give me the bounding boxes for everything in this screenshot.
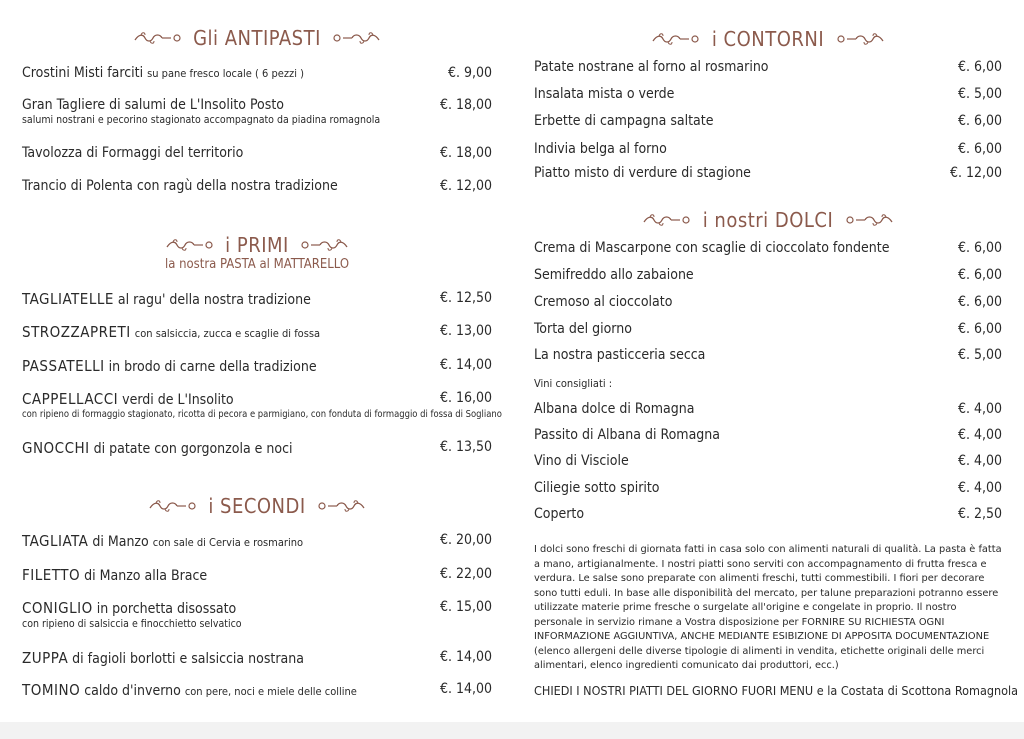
item-price: €. 2,50 — [957, 506, 1002, 522]
primi-heading — [22, 233, 492, 257]
right-flourish-icon — [314, 499, 366, 513]
bottom-band — [0, 722, 1024, 739]
info-note: I dolci sono freschi di giornata fatti in casa solo con alimenti naturali di qualità. La pasta è fatta a mano, artigianalmente. I nostri piatti sono serviti con accompagnamento di frutta fresca e verdura. Le salse sono preparate con alimenti freschi, tutti commestibili. I fiori per decorare sono tutti eduli. In base alle disponibilità del mercato, per talune preparazioni potranno essere utilizzate materie prime fresche o surgelate all'origine e congelate in proprio. Il nostro personale in servizio rimane a Vostra disposizione per FORNIRE SU RICHIESTA OGNI INFORMAZIONE AGGIUNTIVA, ANCHE MEDIANTE ESIBIZIONE DI APPOSITA DOCUMENTAZIONE (elenco allergeni delle diverse tipologie di alimenti in vendita, etichette originali delle merci alimentari, elenco ingredienti comunicato dai produttori, ecc.) — [534, 544, 1002, 671]
item-description: salumi nostrani e pecorino stagionato accompagnato da piadina romagnola — [22, 114, 381, 126]
menu-item: Passito di Albana di Romagna €. 4,00 — [534, 427, 1002, 443]
secondi-title: i SECONDI — [208, 494, 306, 518]
menu-item: Piatto misto di verdure di stagione €. 12,00 — [534, 165, 1002, 181]
item-price: €. 14,00 — [439, 649, 492, 665]
item-price: €. 4,00 — [957, 427, 1002, 443]
right-flourish-icon — [297, 238, 349, 252]
item-price: €. 18,00 — [439, 97, 492, 113]
item-price: €. 13,50 — [439, 439, 492, 455]
menu-item: STROZZAPRETI con salsiccia, zucca e scaglie di fossa €. 13,00 — [22, 323, 492, 341]
item-price: €. 6,00 — [957, 294, 1002, 310]
menu-item: Erbette di campagna saltate €. 6,00 — [534, 113, 1002, 129]
item-price: €. 6,00 — [957, 267, 1002, 283]
item-price: €. 12,00 — [439, 178, 492, 194]
item-price: €. 18,00 — [439, 145, 492, 161]
menu-item: La nostra pasticceria secca €. 5,00 — [534, 347, 1002, 363]
menu-item: Crema di Mascarpone con scaglie di cioccolato fondente €. 6,00 — [534, 240, 1002, 256]
item-price: €. 5,00 — [957, 347, 1002, 363]
menu-item: Cremoso al cioccolato €. 6,00 — [534, 294, 1002, 310]
menu-item: PASSATELLI in brodo di carne della tradizione €. 14,00 — [22, 357, 492, 375]
menu-item: Crostini Misti farciti su pane fresco locale ( 6 pezzi ) €. 9,00 — [22, 65, 492, 81]
left-flourish-icon — [642, 213, 694, 227]
menu-item: TOMINO caldo d'inverno con pere, noci e miele delle colline €. 14,00 — [22, 681, 492, 699]
menu-item: Insalata mista o verde €. 5,00 — [534, 86, 1002, 102]
menu-item: CONIGLIO in porchetta disossato con ripieno di salsiccia e finocchietto selvatico €. 15,00 — [22, 599, 492, 630]
item-price: €. 13,00 — [439, 323, 492, 339]
dolci-heading — [534, 208, 1002, 232]
item-description: con ripieno di salsiccia e finocchietto selvatico — [22, 618, 242, 630]
item-price: €. 16,00 — [439, 390, 492, 406]
right-flourish-icon — [842, 213, 894, 227]
item-price: €. 12,00 — [949, 165, 1002, 181]
menu-item: TAGLIATA di Manzo con sale di Cervia e rosmarino €. 20,00 — [22, 532, 492, 550]
item-price: €. 4,00 — [957, 453, 1002, 469]
item-price: €. 20,00 — [439, 532, 492, 548]
menu-item: Albana dolce di Romagna €. 4,00 — [534, 401, 1002, 417]
item-price: €. 14,00 — [439, 357, 492, 373]
item-price: €. 14,00 — [439, 681, 492, 697]
item-price: €. 6,00 — [957, 321, 1002, 337]
wines-label: Vini consigliati : — [534, 377, 613, 390]
left-flourish-icon — [651, 32, 703, 46]
menu-item: Vino di Visciole €. 4,00 — [534, 453, 1002, 469]
menu-item: Gran Tagliere di salumi de L'Insolito Posto salumi nostrani e pecorino stagionato accompagnato da piadina romagnola €. 18,00 — [22, 97, 492, 126]
right-flourish-icon — [833, 32, 885, 46]
menu-item: ZUPPA di fagioli borlotti e salsiccia nostrana €. 14,00 — [22, 649, 492, 667]
item-price: €. 5,00 — [957, 86, 1002, 102]
menu-item: Tavolozza di Formaggi del territorio €. 18,00 — [22, 145, 492, 161]
antipasti-title: Gli ANTIPASTI — [193, 26, 321, 50]
menu-item: Trancio di Polenta con ragù della nostra tradizione €. 12,00 — [22, 178, 492, 194]
item-price: €. 4,00 — [957, 401, 1002, 417]
secondi-heading — [22, 494, 492, 518]
menu-item: Semifreddo allo zabaione €. 6,00 — [534, 267, 1002, 283]
right-flourish-icon — [329, 31, 381, 45]
item-price: €. 6,00 — [957, 240, 1002, 256]
menu-item: Indivia belga al forno €. 6,00 — [534, 141, 1002, 157]
menu-item: FILETTO di Manzo alla Brace €. 22,00 — [22, 566, 492, 584]
menu-item: Coperto €. 2,50 — [534, 506, 1002, 522]
primi-title: i PRIMI — [225, 233, 289, 257]
item-price: €. 6,00 — [957, 141, 1002, 157]
menu-item: TAGLIATELLE al ragu' della nostra tradizione €. 12,50 — [22, 290, 492, 308]
dolci-title: i nostri DOLCI — [702, 208, 834, 232]
item-price: €. 22,00 — [439, 566, 492, 582]
primi-subtitle: la nostra PASTA al MATTARELLO — [164, 257, 350, 272]
left-flourish-icon — [148, 499, 200, 513]
menu-item: Torta del giorno €. 6,00 — [534, 321, 1002, 337]
menu-item: CAPPELLACCI verdi de L'Insolito con ripieno di formaggio stagionato, ricotta di pecora e parmigiano, con fonduta di formaggio di fossa di Sogliano €. 16,00 — [22, 390, 502, 420]
item-price: €. 6,00 — [957, 113, 1002, 129]
item-price: €. 12,50 — [439, 290, 492, 306]
menu-item: Patate nostrane al forno al rosmarino €. 6,00 — [534, 59, 1002, 75]
menu-item: Ciliegie sotto spirito €. 4,00 — [534, 480, 1002, 496]
item-price: €. 4,00 — [957, 480, 1002, 496]
item-description: con ripieno di formaggio stagionato, ricotta di pecora e parmigiano, con fonduta di formaggio di fossa di Sogliano — [22, 409, 502, 420]
left-flourish-icon — [165, 238, 217, 252]
contorni-heading — [534, 27, 1002, 51]
menu-item: GNOCCHI di patate con gorgonzola e noci €. 13,50 — [22, 439, 492, 457]
antipasti-heading — [22, 26, 492, 50]
contorni-title: i CONTORNI — [711, 27, 825, 51]
item-price: €. 15,00 — [439, 599, 492, 615]
left-flourish-icon — [133, 31, 185, 45]
item-price: €. 6,00 — [957, 59, 1002, 75]
daily-specials-note: CHIEDI I NOSTRI PIATTI DEL GIORNO FUORI MENU e la Costata di Scottona Romagnola — [534, 683, 1019, 698]
item-price: €. 9,00 — [447, 65, 492, 81]
